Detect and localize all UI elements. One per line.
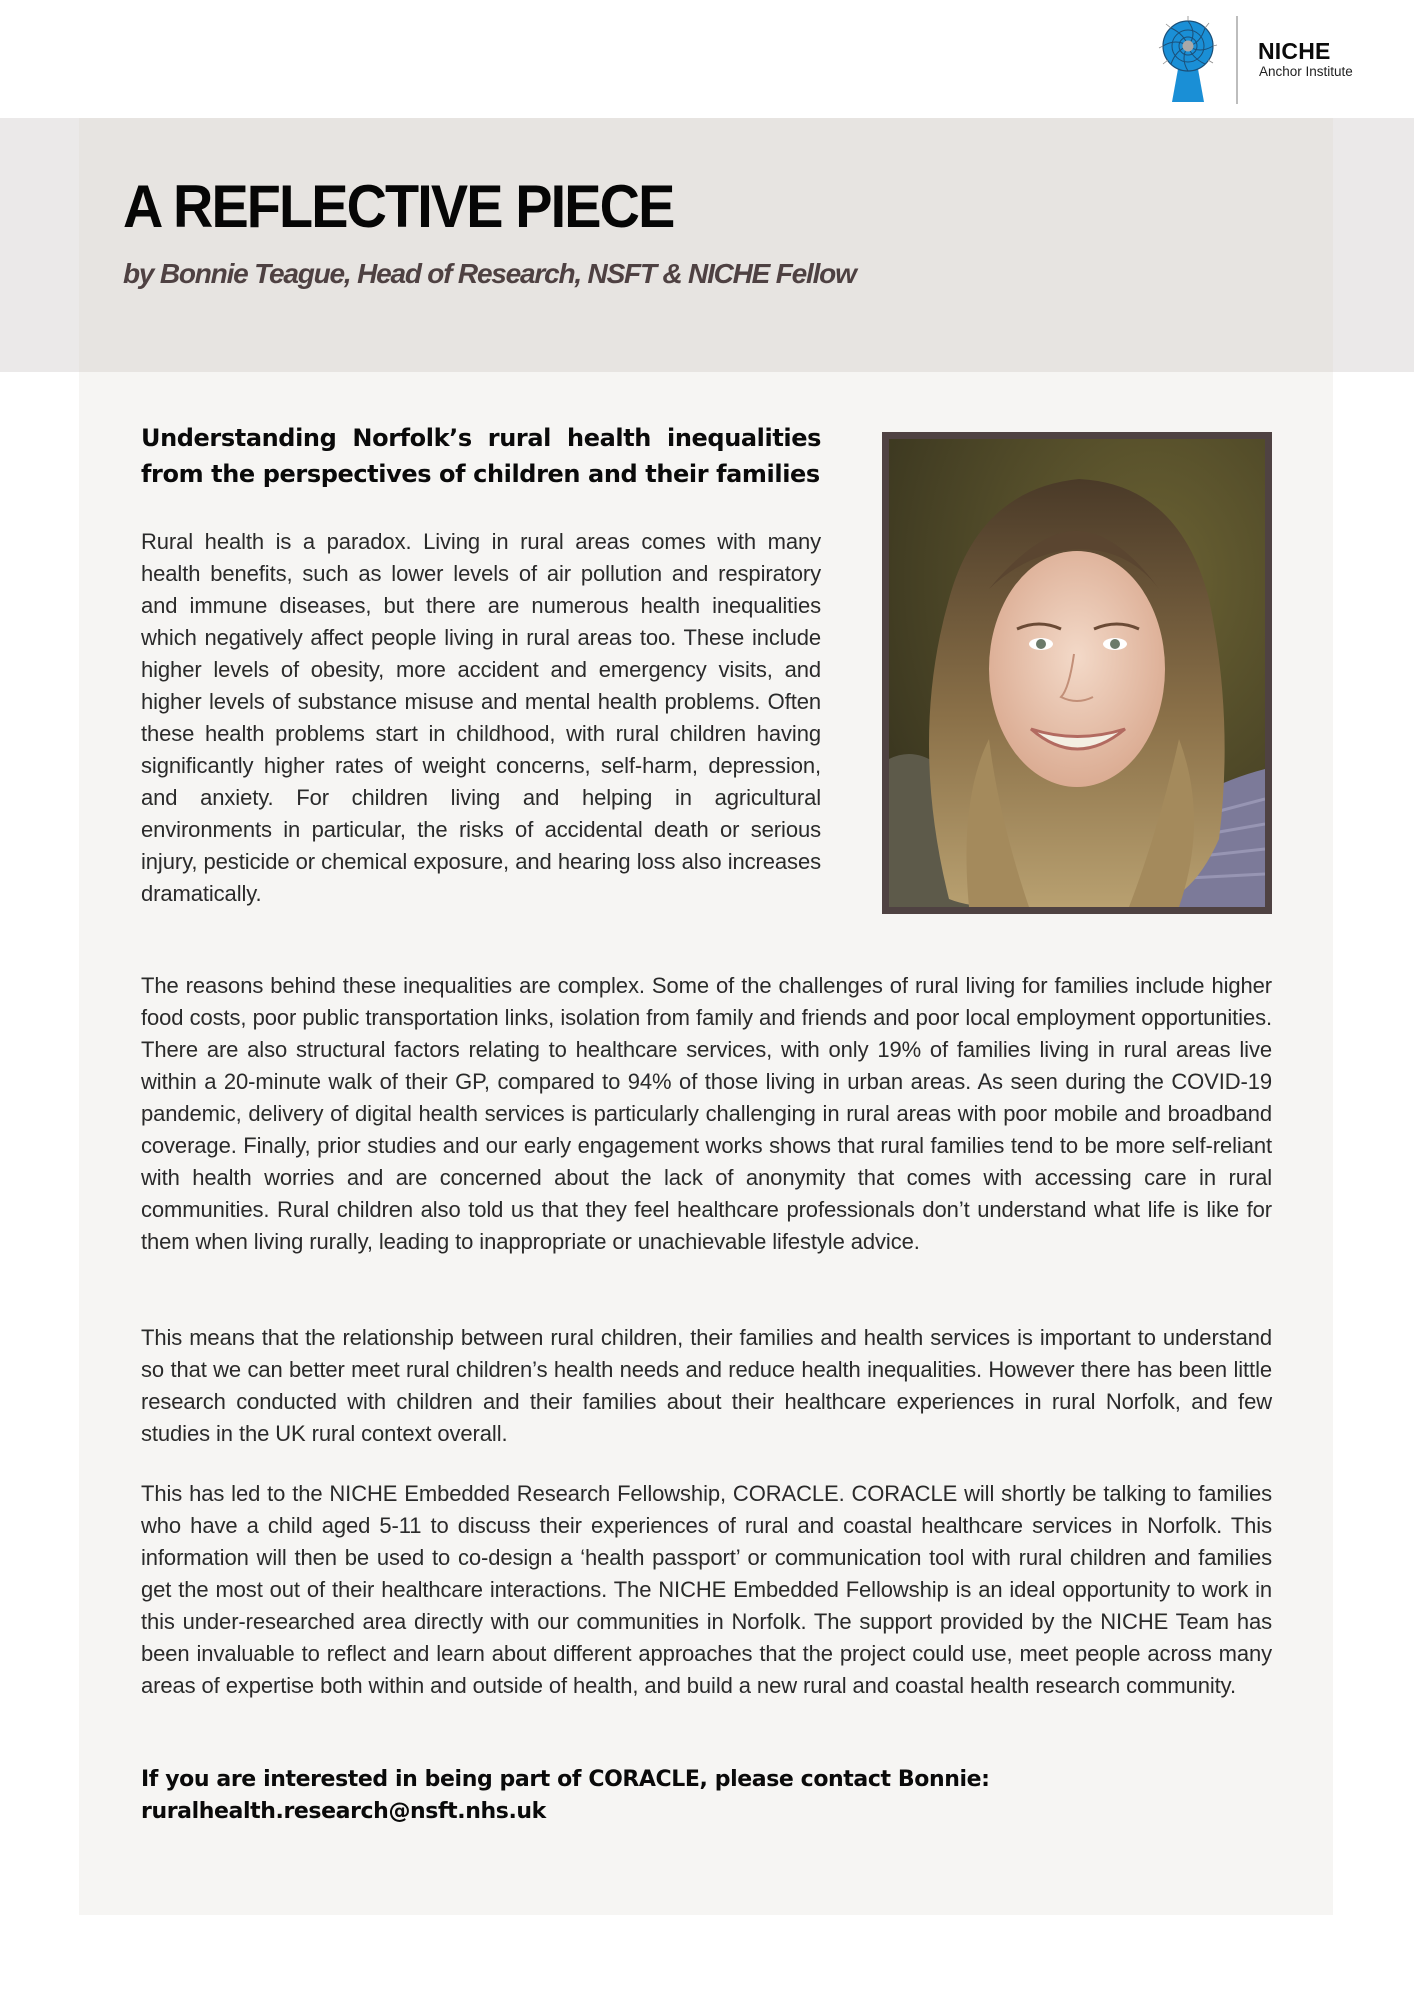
logo-name: NICHE xyxy=(1258,38,1331,64)
paragraph: Rural health is a paradox. Living in rural areas comes with many health benefits, such as lower levels of air pollution and respiratory and immune diseases, but there are numerous health inequalities which negatively affect people living in rural areas too. These include higher levels of obesity, more accident and emergency visits, and higher levels of substance misuse and mental health problems. Often these health problems start in childhood, with rural children having significantly higher rates of weight concerns, self-harm, depression, and anxiety. For children living and helping in agricultural environments in particular, the risks of accidental death or serious injury, pesticide or chemical exposure, and hearing loss also increases dramatically. xyxy=(141,529,821,906)
author-byline: by Bonnie Teague, Head of Research, NSFT & NICHE Fellow xyxy=(123,258,856,289)
contact-email-link[interactable]: ruralhealth.research@nsft.nhs.uk xyxy=(141,1799,546,1824)
contact-callout xyxy=(141,1764,1141,1828)
paragraph: This has led to the NICHE Embedded Research Fellowship, CORACLE. CORACLE will shortly be talking to families who have a child aged 5-11 to discuss their experiences of rural and coastal healthcare services in Norfolk. This information will then be used to co-design a ‘health passport’ or communication tool with rural children and families get the most out of their healthcare interactions. The NICHE Embedded Fellowship is an ideal opportunity to work in this under-researched area directly with our communities in Norfolk. The support provided by the NICHE Team has been invaluable to reflect and learn about different approaches that the project could use, meet people across many areas of expertise both within and outside of health, and build a new rural and coastal health research community. xyxy=(141,1481,1272,1698)
logo-divider xyxy=(1236,16,1238,104)
header-panel xyxy=(79,118,1333,372)
logo-subtitle: Anchor Institute xyxy=(1259,64,1353,79)
portrait-illustration xyxy=(889,439,1265,907)
author-photo xyxy=(889,439,1265,907)
keyhole-wheel-icon xyxy=(1158,14,1218,108)
article-heading: Understanding Norfolk’s rural health inequalities from the perspectives of children and their families xyxy=(141,424,821,488)
paragraph: This means that the relationship between rural children, their families and health services is important to understand so that we can better meet rural children’s health needs and reduce health inequalities. However there has been little research conducted with children and their families about their healthcare experiences in rural Norfolk, and few studies in the UK rural context overall. xyxy=(141,1325,1272,1446)
niche-logo xyxy=(1158,14,1398,108)
author-photo-frame xyxy=(882,432,1272,914)
contact-text: If you are interested in being part of CORACLE, please contact Bonnie: xyxy=(141,1767,990,1792)
page-title: A REFLECTIVE PIECE xyxy=(123,173,674,240)
paragraph: The reasons behind these inequalities are complex. Some of the challenges of rural living for families include higher food costs, poor public transportation links, isolation from family and friends and poor local employment opportunities. There are also structural factors relating to healthcare services, with only 19% of families living in rural areas live within a 20-minute walk of their GP, compared to 94% of those living in urban areas. As seen during the COVID-19 pandemic, delivery of digital health services is particularly challenging in rural areas with poor mobile and broadband coverage. Finally, prior studies and our early engagement works shows that rural families tend to be more self-reliant with health worries and are concerned about the lack of anonymity that comes with accessing care in rural communities. Rural children also told us that they feel healthcare professionals don’t understand what life is like for them when living rurally, leading to inappropriate or unachievable lifestyle advice. xyxy=(141,973,1272,1254)
